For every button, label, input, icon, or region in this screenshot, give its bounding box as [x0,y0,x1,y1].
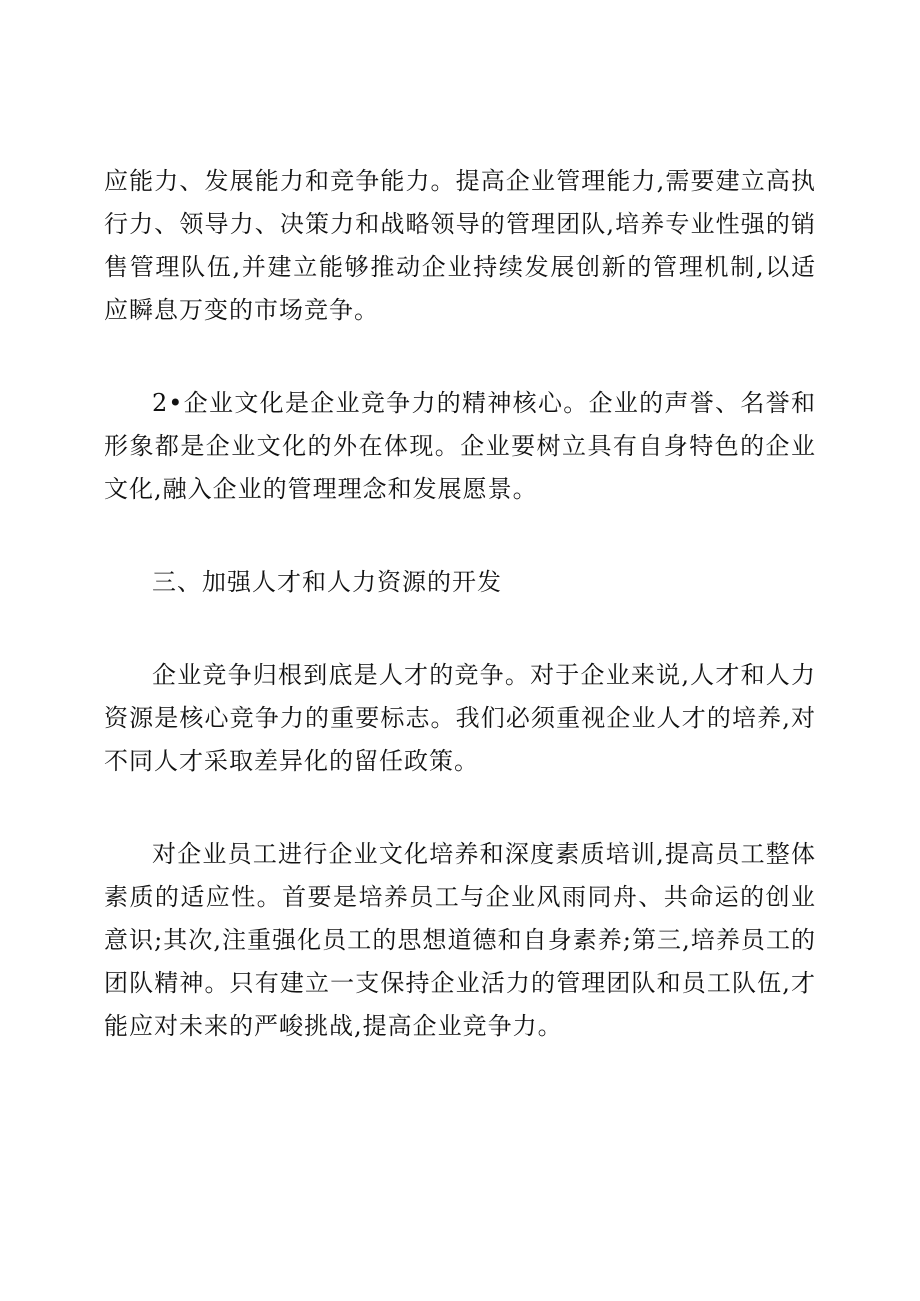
document-page [104,160,816,1048]
paragraph-spacer [104,604,816,654]
paragraph-spacer [104,783,816,833]
paragraph-corporate-culture: 2•企业文化是企业竞争力的精神核心。企业的声誉、名誉和形象都是企业文化的外在体现。企业要树立具有自身特色的企业文化,融入企业的管理理念和发展愿景。 [104,389,816,503]
paragraph-spacer [104,332,816,382]
paragraph-talent-competition: 企业竞争归根到底是人才的竞争。对于企业来说,人才和人力资源是核心竞争力的重要标志。我们必须重视企业人才的培养,对不同人才采取差异化的留任政策。 [104,661,816,775]
paragraph-continuation: 应能力、发展能力和竞争能力。提高企业管理能力,需要建立高执行力、领导力、决策力和战略领导的管理团队,培养专业性强的销售管理队伍,并建立能够推动企业持续发展创新的管理机制,以适应瞬息万变的市场竞争。 [104,167,816,324]
paragraph-spacer [104,511,816,561]
paragraph-employee-training: 对企业员工进行企业文化培养和深度素质培训,提高员工整体素质的适应性。首要是培养员工与企业风雨同舟、共命运的创业意识;其次,注重强化员工的思想道德和自身素养;第三,培养员工的团队精神。只有建立一支保持企业活力的管理团队和员工队伍,才能应对未来的严峻挑战,提高企业竞争力。 [104,840,816,1040]
section-heading: 三、加强人才和人力资源的开发 [152,568,502,596]
